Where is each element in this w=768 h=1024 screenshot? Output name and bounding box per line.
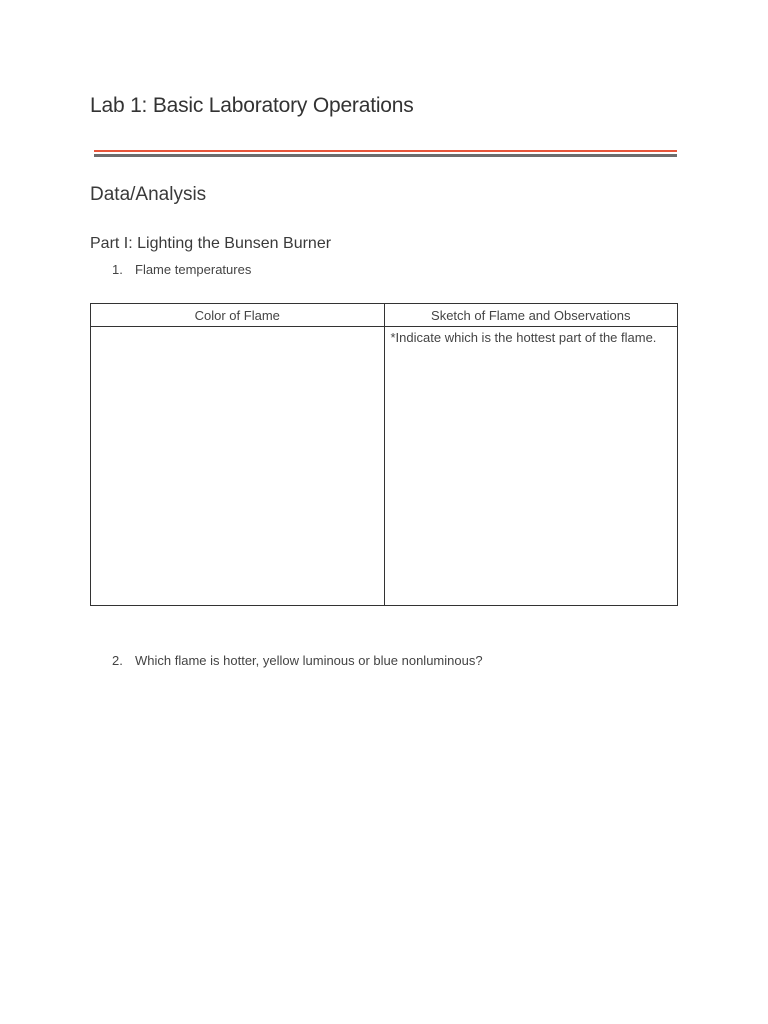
list-text: Which flame is hotter, yellow luminous or blue nonluminous?: [135, 653, 483, 668]
header-sketch-observations: Sketch of Flame and Observations: [384, 304, 678, 327]
flame-table: [90, 303, 678, 606]
accent-divider: [94, 150, 677, 152]
list-item-1: [112, 262, 251, 277]
part-heading: Part I: Lighting the Bunsen Burner: [90, 235, 332, 252]
page-title: Lab 1: Basic Laboratory Operations: [90, 94, 414, 117]
gray-divider: [94, 154, 677, 157]
list-text: Flame temperatures: [135, 262, 252, 277]
header-color-of-flame: Color of Flame: [91, 304, 385, 327]
sketch-observations-cell[interactable]: *Indicate which is the hottest part of the flame.: [384, 327, 678, 606]
table-header-row: [91, 304, 678, 327]
list-number: 2.: [112, 653, 123, 668]
section-heading: Data/Analysis: [90, 184, 207, 205]
color-of-flame-cell[interactable]: [91, 327, 385, 606]
list-item-2: [112, 653, 483, 668]
table-row: [91, 327, 678, 606]
list-number: 1.: [112, 262, 123, 277]
